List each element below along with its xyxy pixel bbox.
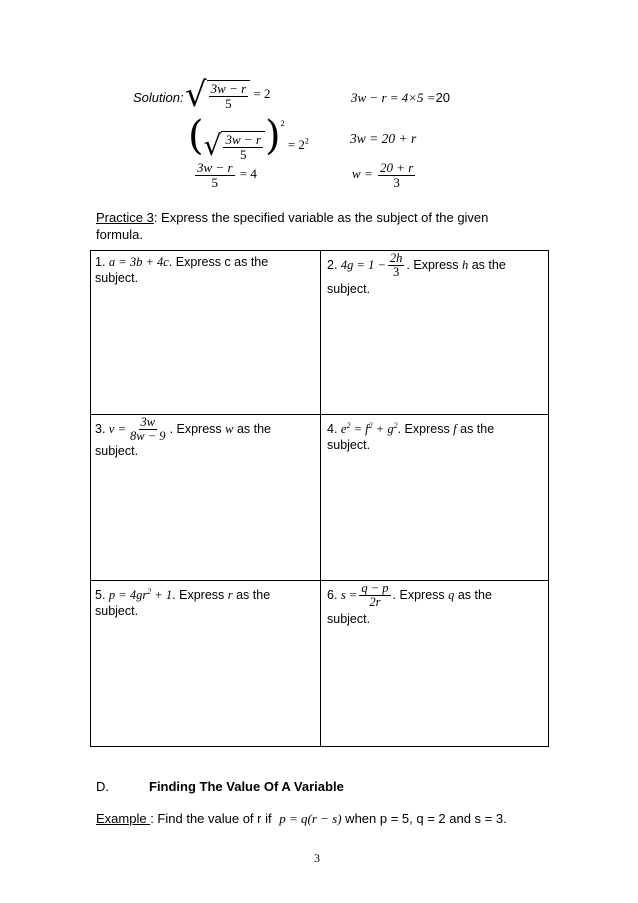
question-tail: subject. (327, 438, 371, 453)
question-equation: 4g = 1 − (340, 257, 386, 272)
sqrt-expression: √ $\frac{3w - r}{5}$ (185, 78, 250, 112)
fraction-denominator: 5 (225, 95, 232, 111)
fraction-denominator: 3 (393, 265, 400, 280)
fraction-denominator: 5 (239, 146, 247, 162)
exponent: 2 (346, 421, 351, 430)
example-label: Example (96, 811, 151, 826)
question-text-after: as the (233, 421, 272, 436)
solution-step-3 (193, 161, 257, 189)
question-3 (95, 416, 315, 460)
fraction-numerator: 3w − r (197, 160, 233, 175)
question-variable: w (225, 421, 234, 436)
question-text: . Express (397, 422, 454, 437)
question-text: . Express c as the (168, 255, 269, 269)
question-equation (109, 588, 172, 602)
example-text: : Find the value of r if (150, 811, 272, 826)
question-tail: subject. (95, 604, 139, 619)
exponent: 2 (393, 421, 398, 430)
example-equation: p = q(r − s) (279, 811, 342, 826)
section-letter: D. (96, 779, 109, 794)
solution-label: Solution: (133, 90, 184, 105)
question-tail: subject. (95, 271, 139, 285)
page-number: 3 (314, 851, 320, 865)
practice-table (90, 250, 549, 747)
question-text: . Express (172, 588, 228, 603)
example-tail: when p = 5, q = 2 and s = 3. (341, 811, 507, 826)
exponent: 2 (280, 118, 285, 128)
eq-part: p = 4gr (108, 588, 148, 603)
fraction-numerator: 2h (389, 251, 403, 265)
question-text: . Express (406, 257, 462, 272)
question-equation (341, 422, 398, 436)
equation-value: 20 (435, 90, 451, 105)
question-variable: f (453, 422, 457, 437)
equation-rhs: = 2 (253, 85, 271, 101)
question-6 (327, 582, 547, 628)
fraction-numerator: q − p (361, 581, 389, 595)
question-tail: subject. (327, 612, 371, 627)
eq-end: + 1 (151, 588, 173, 603)
question-equation: s = (340, 587, 358, 602)
practice-text: : Express the specified variable as the subject of the given (153, 210, 489, 225)
equation-rhs: = 4 (239, 166, 257, 182)
question-5 (95, 584, 315, 619)
question-text-after: as the (454, 587, 492, 602)
question-text-after: as the (456, 422, 495, 437)
fraction-numerator: 20 + r (379, 160, 414, 175)
question-tail: subject. (95, 444, 139, 459)
equation: 3w − r = 4×5 = (351, 90, 436, 105)
question-variable: h (462, 257, 469, 272)
fraction-numerator: 3w − r (210, 80, 247, 96)
question-tail: subject. (327, 282, 371, 297)
question-number: 2. (327, 257, 338, 272)
question-equation: v = (108, 421, 127, 436)
fraction-denominator: 5 (211, 174, 218, 190)
question-number: 1. (95, 255, 106, 269)
question-equation: a = 3b + 4c (108, 255, 169, 269)
question-2 (327, 252, 547, 298)
question-4 (327, 418, 547, 453)
question-text: . Express (169, 421, 226, 436)
question-text-after: as the (468, 257, 506, 272)
eq-part-c: + g (372, 422, 394, 437)
question-text-after: as the (232, 588, 271, 603)
fraction-numerator: 3w − r (225, 131, 261, 147)
eq-part-b: = f (350, 422, 369, 437)
fraction-denominator: 3 (393, 174, 400, 190)
equation-rhs: = 2 (287, 137, 305, 152)
solution-right-step-2: 3w = 20 + r (350, 131, 417, 146)
question-text: . Express (392, 587, 449, 602)
question-number: 3. (95, 421, 106, 436)
practice-title: Practice 3 (96, 210, 154, 225)
question-number: 4. (327, 422, 338, 437)
practice-instruction (96, 209, 536, 243)
solution-step-2: ( √ $\frac{3w - r}{5}$ )$^2 = 2^2$ (188, 113, 309, 163)
solution-right-step-1 (351, 90, 450, 106)
question-variable: q (448, 587, 455, 602)
solution-step-1 (185, 75, 271, 115)
fraction-numerator: 3w (140, 415, 156, 429)
section-title: Finding The Value Of A Variable (149, 779, 344, 794)
exponent: 2 (368, 421, 373, 430)
example-line (96, 811, 507, 827)
eq-part-a: e (340, 422, 347, 437)
exponent: 2 (147, 587, 152, 596)
exponent: 2 (304, 136, 309, 146)
question-number: 6. (327, 587, 338, 602)
practice-text-2: formula. (96, 227, 143, 242)
fraction-denominator: 8w − 9 (130, 429, 166, 444)
solution-right-step-3 (352, 161, 417, 189)
question-1 (95, 254, 315, 286)
question-number: 5. (95, 588, 106, 603)
fraction-denominator: 2r (369, 595, 381, 610)
equation-lhs: w = (352, 166, 373, 182)
question-variable: r (227, 588, 233, 603)
